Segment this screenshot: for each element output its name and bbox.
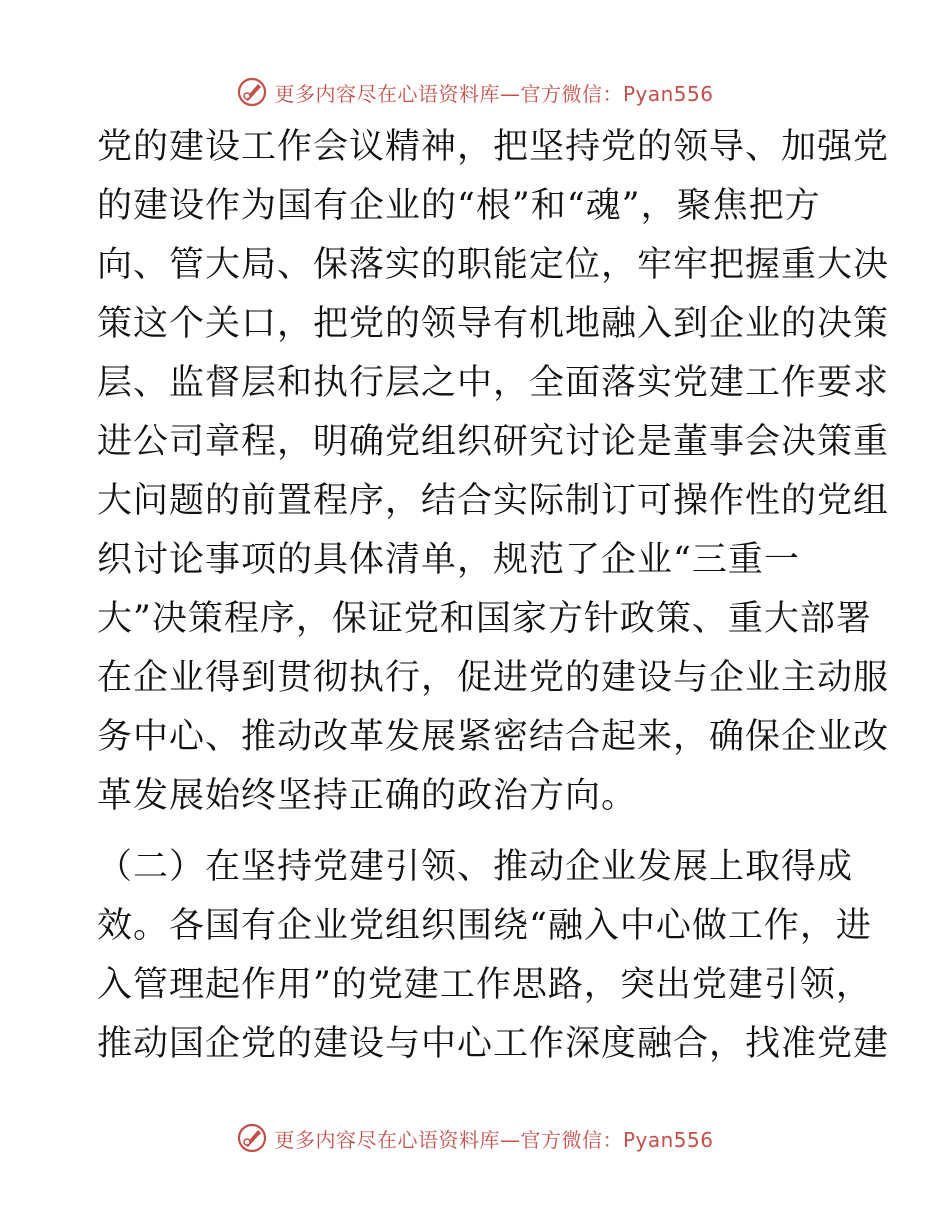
text-line: 层、监督层和执行层之中，全面落实党建工作要求 — [97, 363, 890, 403]
text-line: 推动国企党的建设与中心工作深度融合，找准党建 — [97, 1024, 890, 1064]
text-line: 入管理起作用”的党建工作思路，突出党建引领， — [97, 965, 872, 1005]
text-line: （二）在坚持党建引领、推动企业发展上取得成 — [97, 847, 854, 887]
footer-banner — [0, 1118, 950, 1158]
text-line: 织讨论事项的具体清单，规范了企业“三重一 — [97, 540, 800, 580]
text-line: 党的建设工作会议精神，把坚持党的领导、加强党 — [97, 127, 890, 167]
text-line: 效。各国有企业党组织围绕“融入中心做工作，进 — [97, 906, 872, 946]
text-line: 在企业得到贯彻执行，促进党的建设与企业主动服 — [97, 658, 890, 698]
footer-banner-text: 更多内容尽在心语资料库—官方微信：Pyan556 — [274, 1127, 714, 1152]
paragraph-2 — [97, 838, 890, 1074]
document-body — [97, 118, 890, 1074]
text-line: 策这个关口，把党的领导有机地融入到企业的决策 — [97, 304, 890, 344]
quill-logo-icon — [236, 76, 268, 108]
text-line: 革发展始终坚持正确的政治方向。 — [97, 776, 638, 816]
paragraph-1 — [97, 118, 890, 826]
text-line: 向、管大局、保落实的职能定位，牢牢把握重大决 — [97, 245, 890, 285]
paragraph-gap — [97, 826, 857, 838]
header-banner-text: 更多内容尽在心语资料库—官方微信：Pyan556 — [274, 81, 714, 106]
text-line: 进公司章程，明确党组织研究讨论是董事会决策重 — [97, 422, 890, 462]
quill-logo-icon — [236, 1122, 268, 1154]
text-line: 的建设作为国有企业的“根”和“魂”，聚焦把方 — [97, 186, 821, 226]
header-banner — [0, 72, 950, 112]
text-line: 大问题的前置程序，结合实际制订可操作性的党组 — [97, 481, 890, 521]
text-line: 大”决策程序，保证党和国家方针政策、重大部署 — [97, 599, 872, 639]
text-line: 务中心、推动改革发展紧密结合起来，确保企业改 — [97, 717, 890, 757]
